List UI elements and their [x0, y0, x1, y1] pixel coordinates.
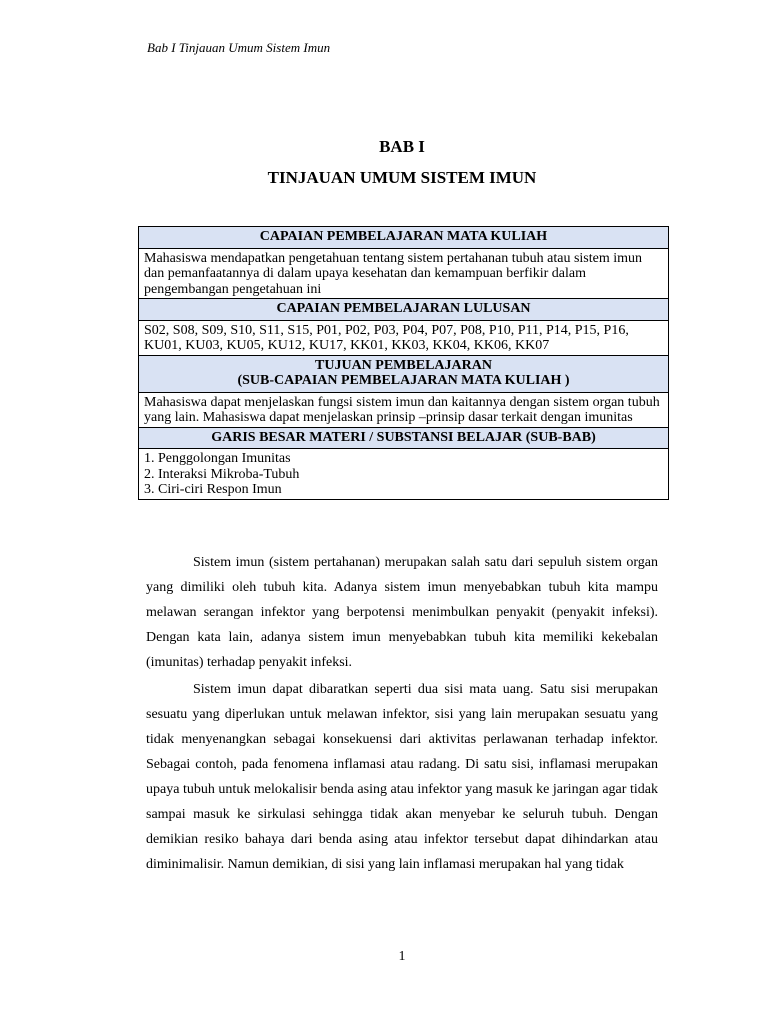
page-number: 1 [398, 949, 406, 964]
materi-heading: GARIS BESAR MATERI / SUBSTANSI BELAJAR (SUB-BAB) [139, 427, 669, 449]
tujuan-heading [139, 355, 669, 392]
materi-list [139, 449, 669, 500]
table-row [139, 449, 669, 500]
body-paragraph-1: Sistem imun (sistem pertahanan) merupakan salah satu dari sepuluh sistem organ yang dimiliki oleh tubuh kita. Adanya sistem imun menyebabkan tubuh kita mampu melawan serangan infektor yang berpotensi menimbulkan penyakit (penyakit infeksi). Dengan kata lain, adanya sistem imun menyebabkan tubuh kita memiliki kekebalan (imunitas) terhadap penyakit infeksi. [146, 555, 658, 670]
tujuan-heading-line-1: TUJUAN PEMBELAJARAN [315, 357, 492, 373]
table-row [139, 355, 669, 392]
table-row [139, 320, 669, 355]
learning-outcomes-table [138, 226, 669, 500]
tujuan-text: Mahasiswa dapat menjelaskan fungsi sistem imun dan kaitannya dengan sistem organ tubuh yang lain. Mahasiswa dapat menjelaskan prinsip –prinsip dasar terkait dengan imunitas [139, 392, 669, 427]
table-row [139, 427, 669, 449]
chapter-number: BAB I [379, 137, 425, 156]
body-paragraph-2: Sistem imun dapat dibaratkan seperti dua sisi mata uang. Satu sisi merupakan sesuatu yang diperlukan untuk melawan infektor, sisi yang lain merupakan sesuatu yang tidak menyenangkan sebagai konsekuensi dari aktivitas perlawanan terhadap infektor. Sebagai contoh, pada fenomena inflamasi atau radang. Di satu sisi, inflamasi merupakan upaya tubuh untuk melokalisir benda asing atau infektor yang masuk ke jaringan agar tidak sampai masuk ke sirkulasi sehingga tidak akan menyebar ke seluruh tubuh. Dengan demikian resiko bahaya dari benda asing atau infektor tersebut dapat dihindarkan atau diminimalisir. Namun demikian, di sisi yang lain inflamasi merupakan hal yang tidak [146, 682, 658, 872]
cpl-heading: CAPAIAN PEMBELAJARAN LULUSAN [139, 299, 669, 321]
cpl-text: S02, S08, S09, S10, S11, S15, P01, P02, P03, P04, P07, P08, P10, P11, P14, P15, P16, KU01, KU03, KU05, KU12, KU17, KK01, KK03, KK04, KK06, KK07 [139, 320, 669, 355]
table-row [139, 299, 669, 321]
table-row [139, 248, 669, 299]
list-item: 2. Interaksi Mikroba-Tubuh [144, 466, 300, 482]
running-header: Bab I Tinjauan Umum Sistem Imun [147, 40, 331, 55]
cpmk-text: Mahasiswa mendapatkan pengetahuan tentang sistem pertahanan tubuh atau sistem imun dan pemanfaatannya di dalam upaya kesehatan dan kemampuan berfikir dalam pengembangan pengetahuan ini [139, 248, 669, 299]
list-item: 3. Ciri-ciri Respon Imun [144, 482, 282, 497]
table-row [139, 392, 669, 427]
chapter-title: TINJAUAN UMUM SISTEM IMUN [267, 168, 537, 187]
cpmk-heading: CAPAIAN PEMBELAJARAN MATA KULIAH [139, 227, 669, 249]
list-item: 1. Penggolongan Imunitas [144, 451, 291, 466]
table-row [139, 227, 669, 249]
tujuan-heading-line-2: (SUB-CAPAIAN PEMBELAJARAN MATA KULIAH ) [237, 373, 570, 388]
